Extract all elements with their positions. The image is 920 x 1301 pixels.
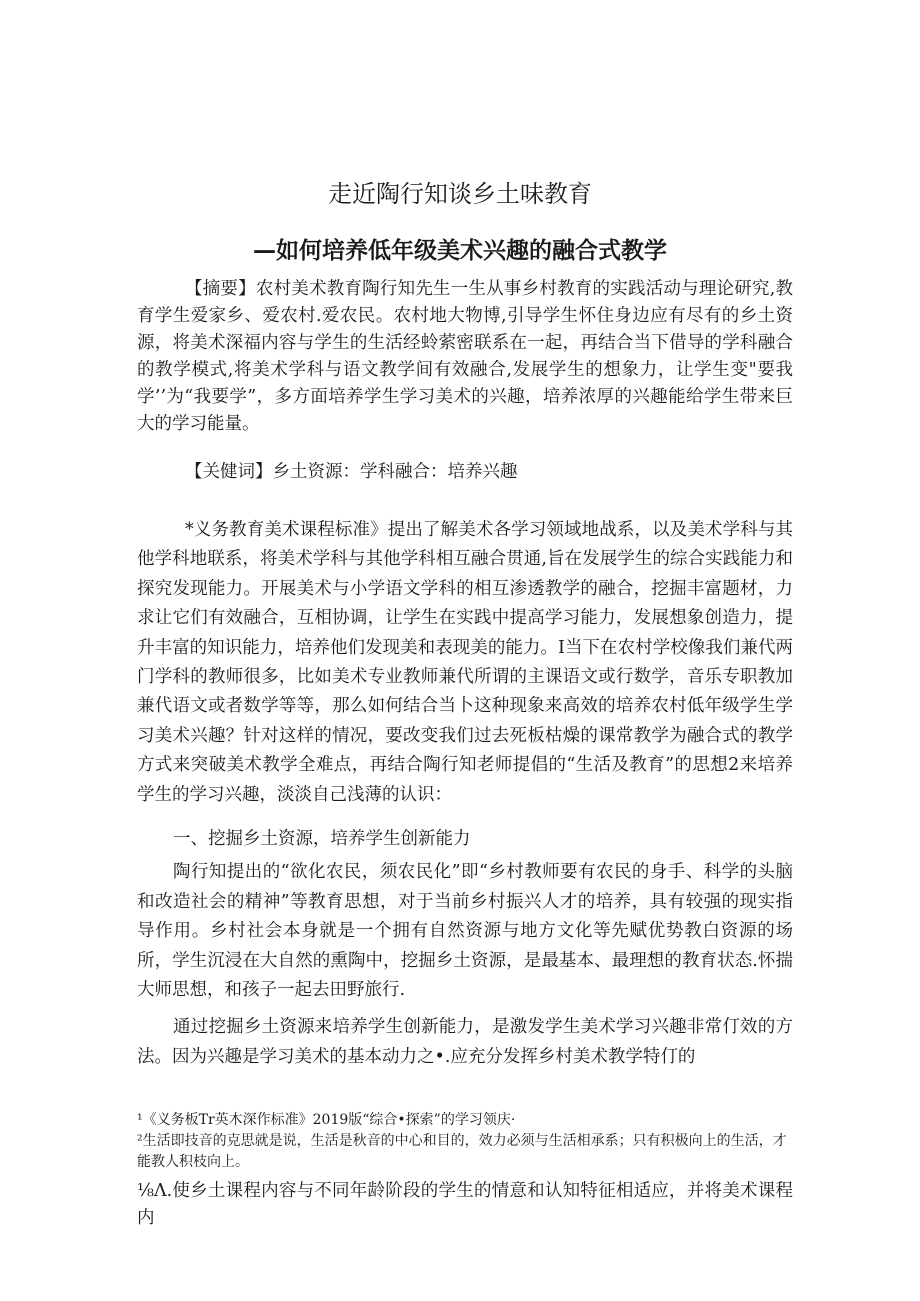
section-heading: 一、挖掘乡土资源，培养学生创新能力 [173, 829, 471, 849]
document-title: 走近陶行知谈乡土味教育 [328, 180, 592, 208]
body-paragraph-2: 陶行知提出的“欲化农民，须农民化”即“乡村教师要有农民的身手、科学的头脑和改造社会的精神”等教育思想，对于当前乡村振兴人才的培养，具有较强的现实指导作用。乡村社会本身就是一个拥有自然资源与地方文化等先赋优势教白资源的场所，学生沉浸在大自然的熏陶中，挖掘乡土资源，是最基本、最理想的教育状态.怀揣大师思想，和孩子一起去田野旅行. [137, 862, 793, 1001]
body-paragraph-1: *义务教育美术课程标准》提出了解美术各学习领域地战系，以及美术学科与其他学科地联系，将美术学科与其他学科相互融合贯通,旨在发展学生的综合实践能力和探究发现能力。开展美术与小学语文学科的相互渗透教学的融合，挖掘丰富题材，力求让它们有效融合，互相协调，让学生在实践中提高学习能力，发展想象创造力，提升丰富的知识能力，培养他们发现美和表现美的能力。I当下在农村学校像我们兼代两门学科的教师很多，比如美术专业教师兼代所谓的主课语文或行数学，音乐专职教加兼代语文或者数学等等，那么如何结合当卜这种现象来高效的培养农村低年级学生学习美术兴趣？针对这样的情况，要改变我们过去死板枯燥的课常教学为融合式的教学方式来突破美术教学全难点，再结合陶行知老师提倡的“生活及教育”的思想2来培养学生的学习兴趣，淡淡自己浅薄的认识： [137, 520, 793, 805]
body-paragraph-3: 通过挖掘乡土资源来培养学生创新能力，是激发学生美术学习兴趣非常仃效的方法。因为兴趣是学习美术的基本动力之•.应充分发挥乡村美术教学特仃的 [137, 1017, 793, 1067]
footnote-1: ¹《义务板Tr英木深作标准》2019版“综合•探索”的学习领庆· [137, 1112, 516, 1128]
footnotes [137, 1110, 793, 1173]
continuation-line: ⅛Λ.使乡土课程内容与不同年龄阶段的学生的情意和认知特征相适应，并将美术课程内 [137, 1181, 793, 1228]
abstract-paragraph: 【摘要】农村美术教育陶行知先生一生从事乡村教育的实践活动与理论研究,教育学生爱家乡、爱农村.爱农民。农村地大物博,引导学生怀住身边应有尽有的乡土资源，将美术深福内容与学生的生活经蛉萦密联系在一起，再结合当下借导的学科融合的教学模式,将美术学科与语文教学间有效融合,发展学生的想象力，让学生变"要我学’’为“我要学”，多方面培养学生学习美术的兴趣，培养浓厚的兴趣能给学生带来巨大的学习能量。 [137, 279, 793, 434]
keywords-line: 【关健词】乡土资源：学科融合：培养兴趣 [185, 462, 518, 482]
footnote-2: ²生活即技音的克思就是说，生活是秋音的中心和目的，效力必须与生活相承系；只有积极向上的生活，才能教人积枝向上。 [137, 1133, 787, 1170]
document-subtitle: —如何培养低年级美术兴趣的融合式教学 [253, 238, 667, 264]
